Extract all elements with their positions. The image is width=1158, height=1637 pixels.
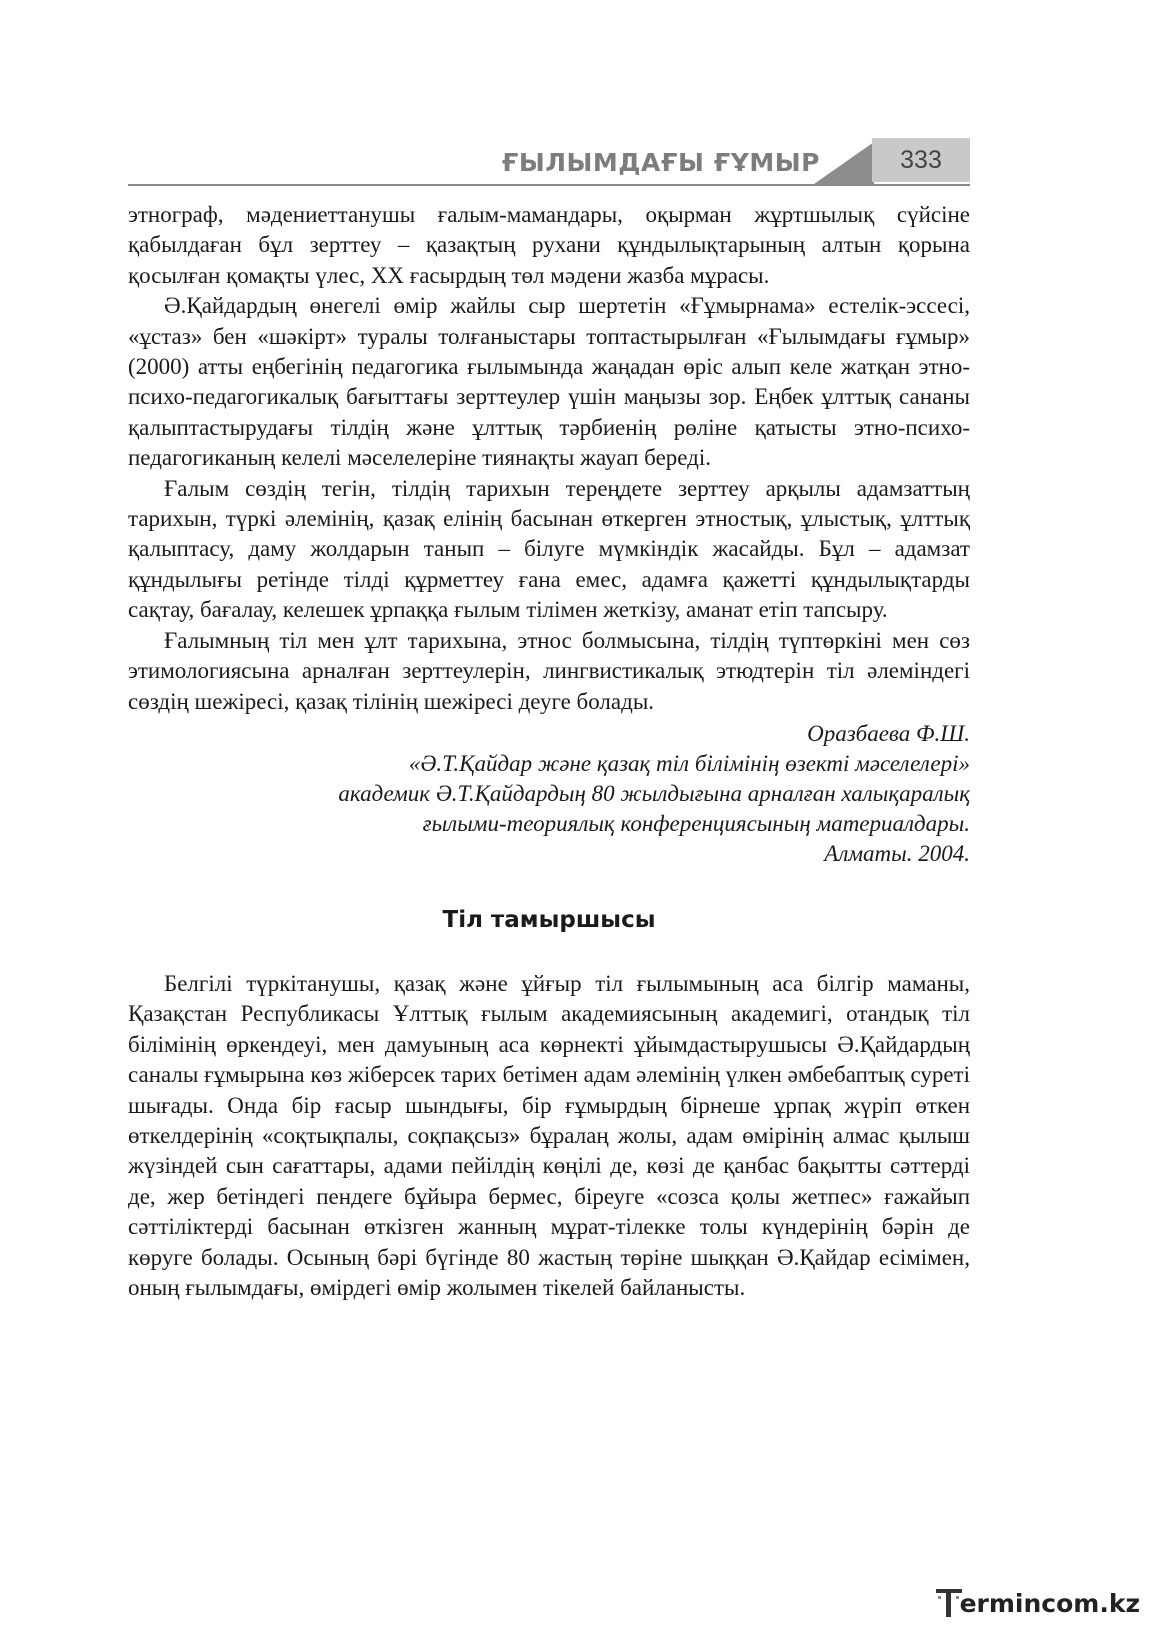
running-header [128, 138, 970, 188]
citation-block [128, 719, 970, 869]
watermark [934, 1585, 1140, 1621]
page-number: 333 [900, 146, 942, 174]
citation-author: Оразбаева Ф.Ш. [807, 720, 970, 746]
paragraph: этнограф, мәдениеттанушы ғалым-мамандары, оқырман жұртшылық сүйсіне қабылдаған бұл зерттеу – қазақтың рухани құндылықтарының алтын қорына қосылған қомақты үлес, XX ғасырдың төл мәдени жазба мұрасы. [128, 202, 970, 288]
page-body [128, 200, 970, 1303]
citation-line: академик Ә.Т.Қайдардың 80 жылдығына арналған халықаралық [338, 780, 970, 806]
paragraph: Ә.Қайдардың өнегелі өмір жайлы сыр шертетін «Ғұмырнама» естелік-эссесі, «ұстаз» бен «шәкірт» туралы толғаныстары топтастырылған «Ғылымдағы ғұмыр» (2000) атты еңбегінің педагогика ғылымында жаңадан өріс алып келе жатқан этно-психо-педагогикалық бағыттағы зерттеулер үшін маңызы зор. Еңбек ұлттық сананы қалыптастырудағы тілдің және ұлттық тәрбиенің рөліне қатысты этно-психо-педагогиканың келелі мәселелеріне тиянақты жауап береді. [128, 293, 970, 471]
header-rule [128, 184, 970, 186]
page-number-box [872, 138, 970, 182]
section-heading: Тіл тамыршысы [442, 906, 656, 933]
watermark-text: ermincom.kz [959, 1588, 1140, 1618]
header-wedge-decoration [814, 142, 874, 184]
running-header-title: ҒЫЛЫМДАҒЫ ҒҰМЫР [501, 148, 820, 177]
citation-place-year: Алматы. 2004. [824, 840, 970, 866]
citation-line: ғылыми-теориялық конференциясының материалдары. [422, 810, 970, 836]
paragraph: Ғалым сөздің тегін, тілдің тарихын тереңдете зерттеу арқылы адамзаттың тарихын, түркі әлемінің, қазақ елінің басынан өткерген этностық, ұлыстық, ұлттық қалыптасу, даму жолдарын танып – білуге мүмкіндік жасайды. Бұл – адамзат құндылығы ретінде тілді құрметтеу ғана емес, адамға қажетті құндылықтарды сақтау, бағалау, келешек ұрпаққа ғылым тілімен жеткізу, аманат етіп тапсыру. [128, 475, 970, 623]
paragraph: Белгілі түркітанушы, қазақ және ұйғыр тіл ғылымының аса білгір маманы, Қазақстан Республикасы Ұлттық ғылым академиясының академигі, отандық тіл білімінің өркендеуі, мен дамуының аса көрнекті ұйымдастырушысы Ә.Қайдардың саналы ғұмырына көз жіберсек тарих бетімен адам әлемінің үлкен әмбебаптық суреті шығады. Онда бір ғасыр шындығы, бір ғұмырдың бірнеше ұрпақ жүріп өткен өткелдерінің «соқтықпалы, соқпақсыз» бұралаң жолы, адам өмірінің алмас қылыш жүзіндей сын сағаттары, адами пейілдің көңілі де, көзі де қанбас бақытты сәттерді де, жер бетіндегі пендеге бұйыра бермес, біреуге «созса қолы жетпес» ғажайып сәттіліктерді басынан өткізген жанның мұрат-тілекке толы күндерінің бәрін де көруге болады. Осының бәрі бүгінде 80 жастың төріне шыққан Ә.Қайдар есімімен, оның ғылымдағы, өмірдегі өмір жолымен тікелей байланысты. [128, 970, 970, 1300]
citation-title: «Ә.Т.Қайдар және қазақ тіл білімінің өзекті мәселелері» [408, 750, 970, 776]
paragraph: Ғалымның тіл мен ұлт тарихына, этнос болмысына, тілдің түптөркіні мен сөз этимологиясына арналған зерттеулерін, лингвистикалық этюдтерін тіл әлеміндегі сөздің шежіресі, қазақ тілінің шежіресі деуге болады. [128, 627, 970, 714]
